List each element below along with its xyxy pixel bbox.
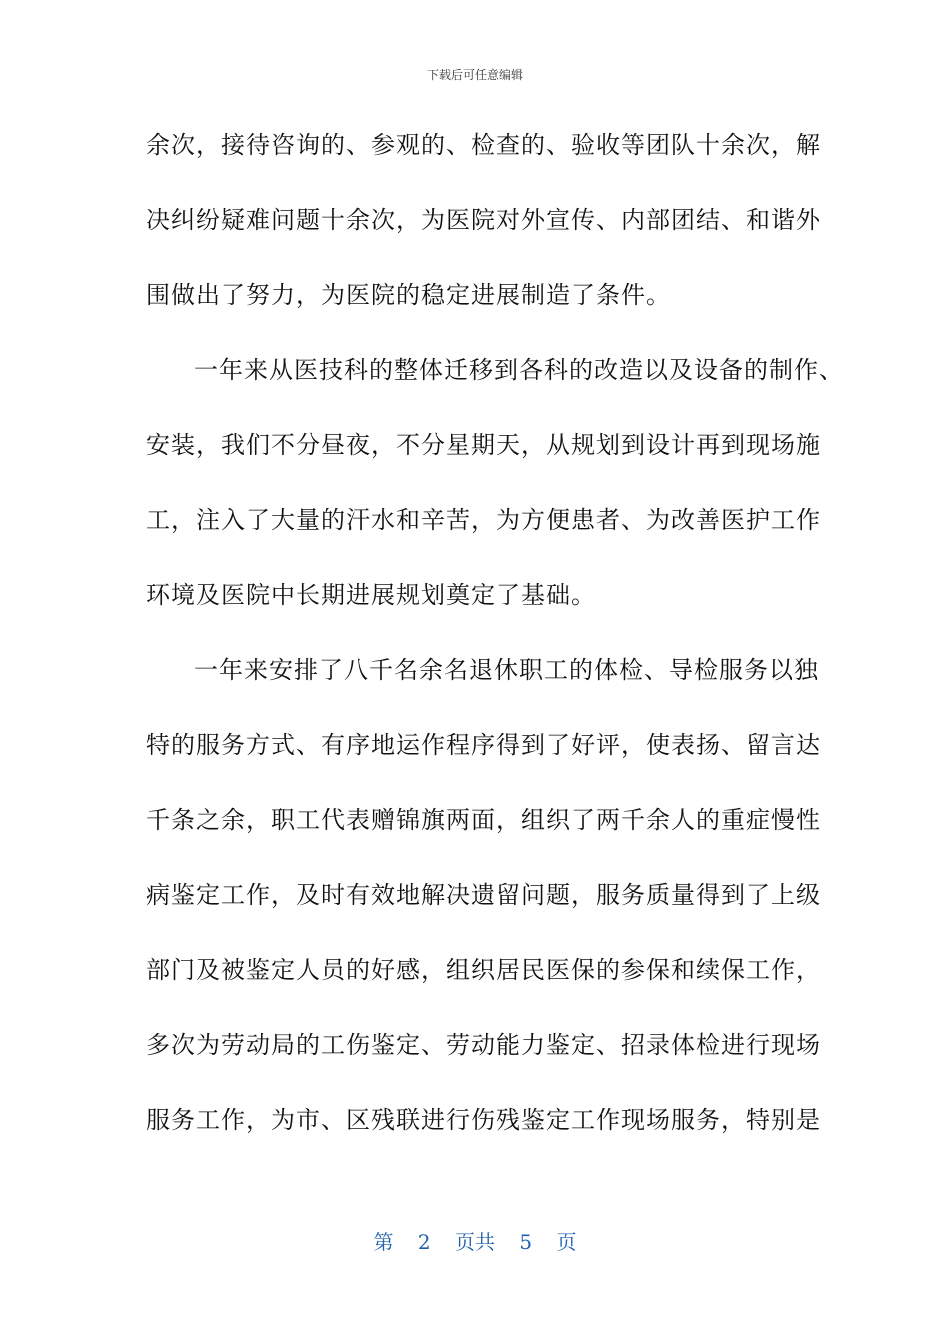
text-line: 病鉴定工作，及时有效地解决遗留问题，服务质量得到了上级 <box>146 881 821 909</box>
text-line: 余次，接待咨询的、参观的、检查的、验收等团队十余次，解 <box>146 131 821 159</box>
text-line: 环境及医院中长期进展规划奠定了基础。 <box>146 581 596 609</box>
page-footer <box>0 1226 950 1255</box>
text-line: 安装，我们不分昼夜，不分星期天，从规划到设计再到现场施 <box>146 431 821 459</box>
text-line: 一年来从医技科的整体迁移到各科的改造以及设备的制作、 <box>194 356 844 384</box>
text-line: 千条之余，职工代表赠锦旗两面，组织了两千余人的重症慢性 <box>146 806 821 834</box>
text-line: 多次为劳动局的工伤鉴定、劳动能力鉴定、招录体检进行现场 <box>146 1031 821 1059</box>
text-line: 服务工作，为市、区残联进行伤残鉴定工作现场服务，特别是 <box>146 1106 821 1134</box>
total-page-number: 5 <box>519 1230 533 1254</box>
page-label-post: 页 <box>556 1230 577 1254</box>
text-line: 工，注入了大量的汗水和辛苦，为方便患者、为改善医护工作 <box>146 506 821 534</box>
current-page-number: 2 <box>417 1230 431 1254</box>
text-line: 围做出了努力，为医院的稳定进展制造了条件。 <box>146 281 671 309</box>
page-header: 下载后可任意编辑 <box>426 68 523 82</box>
text-line: 特的服务方式、有序地运作程序得到了好评，使表扬、留言达 <box>146 731 821 759</box>
text-line: 部门及被鉴定人员的好感，组织居民医保的参保和续保工作， <box>146 956 821 984</box>
text-line: 一年来安排了八千名余名退休职工的体检、导检服务以独 <box>194 656 819 684</box>
page-label-mid: 页共 <box>455 1230 495 1254</box>
text-line: 决纠纷疑难问题十余次，为医院对外宣传、内部团结、和谐外 <box>146 206 821 234</box>
page-label-pre: 第 <box>373 1230 394 1254</box>
